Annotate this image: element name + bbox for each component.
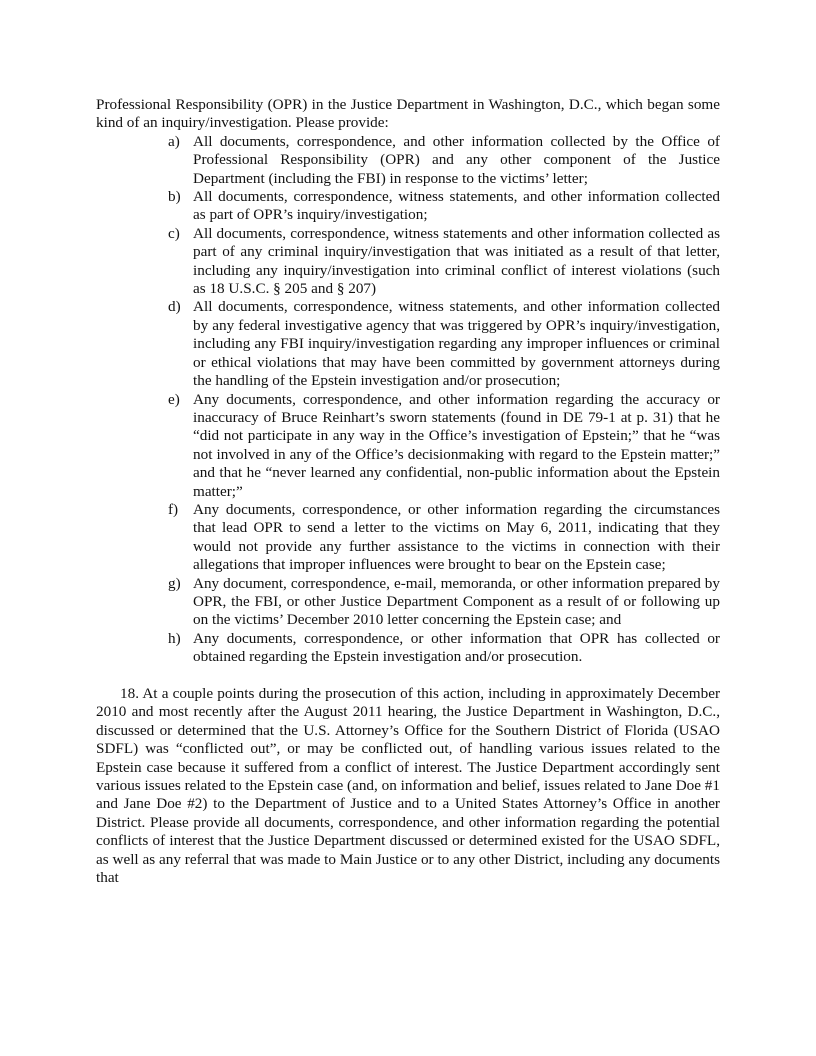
document-page bbox=[96, 96, 720, 887]
paragraph-18-text: At a couple points during the prosecution of this action, including in approximately December 2010 and most recently after the August 2011 hearing, the Justice Department in Washington, D.C., discussed or determined that the U.S. Attorney’s Office for the Southern District of Florida (USAO SDFL) was “conflicted out”, or may be conflicted out, of handling various issues related to the Epstein case because it suffered from a conflict of interest. The Justice Department accordingly sent various issues related to the Epstein case (and, on information and belief, issues related to Jane Doe #1 and Jane Doe #2) to the Department of Justice and to a United States Attorney’s Office in another District. Please provide all documents, correspondence, and other information regarding the potential conflicts of interest that the Justice Department discussed or determined existed for the USAO SDFL, as well as any referral that was made to Main Justice or to any other District, including any documents that bbox=[96, 684, 720, 887]
list-marker: h) bbox=[168, 629, 181, 647]
list-marker: g) bbox=[168, 574, 181, 592]
list-marker: f) bbox=[168, 500, 179, 518]
list-item bbox=[168, 574, 720, 630]
list-item bbox=[168, 500, 720, 575]
list-item-text: All documents, correspondence, witness statements, and other information collected as part of OPR’s inquiry/investigation; bbox=[193, 188, 720, 224]
list-item-text: All documents, correspondence, witness statements and other information collected as part of any criminal inquiry/investigation that was initiated as a result of that letter, including any inquiry/investigation into criminal conflict of interest violations (such as 18 U.S.C. § 205 and § 207) bbox=[193, 224, 720, 298]
list-item-text: All documents, correspondence, witness statements, and other information collected by any federal investigative agency that was triggered by OPR’s inquiry/investigation, including any FBI inquiry/investigation regarding any improper influences or criminal or ethical violations that may have been committed by government attorneys during the handling of the Epstein investigation and/or prosecution; bbox=[193, 298, 720, 390]
list-item bbox=[168, 132, 720, 188]
list-item-text: Any documents, correspondence, and other information regarding the accuracy or inaccuracy of Bruce Reinhart’s sworn statements (found in DE 79-1 at p. 31) that he “did not participate in any way in the Office’s investigation of Epstein;” that he “was not involved in any of the Office’s decisionmaking with regard to the Epstein matter;” and that he “never learned any confidential, non-public information about the Epstein matter;” bbox=[193, 390, 720, 500]
list-marker: a) bbox=[168, 132, 180, 150]
paragraph-number: 18. bbox=[120, 684, 139, 702]
list-item bbox=[168, 629, 720, 667]
list-marker: b) bbox=[168, 188, 181, 206]
paragraph-18 bbox=[96, 685, 720, 887]
list-item bbox=[168, 188, 720, 225]
list-marker: d) bbox=[168, 298, 181, 316]
list-item-text: Any document, correspondence, e-mail, memoranda, or other information prepared by OPR, the FBI, or other Justice Department Component as a result of or following up on the victims’ December 2010 letter concerning the Epstein case; and bbox=[193, 574, 720, 629]
list-item-text: Any documents, correspondence, or other information regarding the circumstances that lead OPR to send a letter to the victims on May 6, 2011, indicating that they would not provide any further assistance to the victims in connection with their allegations that improper influences were brought to bear on the Epstein case; bbox=[193, 500, 720, 574]
list-item bbox=[168, 298, 720, 390]
intro-paragraph: Professional Responsibility (OPR) in the Justice Department in Washington, D.C., which began some kind of an inquiry/investigation. Please provide: bbox=[96, 96, 720, 132]
list-item-text: Any documents, correspondence, or other information that OPR has collected or obtained regarding the Epstein investigation and/or prosecution. bbox=[193, 629, 720, 666]
list-item bbox=[168, 224, 720, 299]
list-marker: e) bbox=[168, 390, 180, 408]
request-list bbox=[96, 133, 720, 667]
list-item-text: All documents, correspondence, and other information collected by the Office of Professional Responsibility (OPR) and any other component of the Justice Department (including the FBI) in response to the victims’ letter; bbox=[193, 132, 720, 187]
list-marker: c) bbox=[168, 224, 180, 242]
list-item bbox=[168, 390, 720, 501]
